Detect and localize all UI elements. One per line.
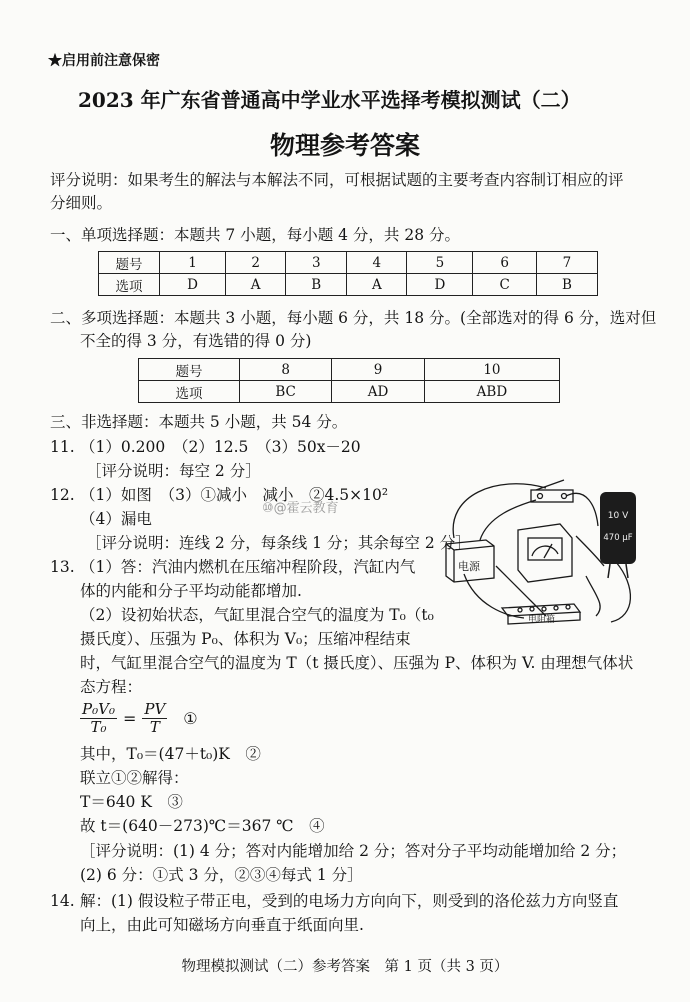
q11-answer: （1）0.200 （2）12.5 （3）50x－20 bbox=[80, 438, 361, 456]
q12-number: 12. bbox=[50, 486, 75, 504]
table-cell: C bbox=[473, 274, 536, 296]
q11-number: 11. bbox=[50, 438, 75, 456]
page-title: 物理参考答案 bbox=[269, 131, 420, 160]
table-cell: 1 bbox=[160, 252, 226, 274]
table-row bbox=[139, 359, 560, 381]
q13-p2-line3: 时，气缸里混合空气的温度为 T（t 摄氏度）、压强为 P、体积为 V. 由理想气体状 bbox=[80, 654, 634, 672]
eq1-equals: = bbox=[122, 709, 137, 728]
eq1-left-numerator: P₀V₀ bbox=[82, 700, 115, 718]
table-cell: A bbox=[347, 274, 407, 296]
capacitor-voltage: 10 V bbox=[607, 511, 629, 521]
q12-part4: （4）漏电 bbox=[80, 510, 152, 528]
q13-eq2: 其中，T₀＝(47＋t₀)K ② bbox=[80, 745, 261, 763]
multi-choice-answer-table bbox=[138, 358, 560, 403]
q13-p2-line2: 摄氏度）、压强为 P₀、体积为 V₀；压缩冲程结束 bbox=[80, 630, 411, 648]
confidential-notice: ★启用前注意保密 bbox=[48, 53, 160, 69]
page-footer: 物理模拟测试（二）参考答案 第 1 页（共 3 页） bbox=[181, 959, 509, 975]
eq1-left-denominator: T₀ bbox=[90, 718, 107, 736]
watermark: ⑩@霍云教育 bbox=[262, 501, 339, 516]
q13-p2-line4: 态方程： bbox=[80, 678, 143, 696]
eq1-right-denominator: T bbox=[149, 718, 160, 736]
q13-p1-line2: 体的内能和分子平均动能都增加. bbox=[80, 582, 302, 600]
table-cell: ABD bbox=[424, 381, 559, 403]
row-label-number: 题号 bbox=[139, 359, 240, 381]
table-cell: AD bbox=[332, 381, 425, 403]
table-row bbox=[99, 252, 598, 274]
q13-number: 13. bbox=[50, 558, 75, 576]
section2-heading-line2: 不全的得 3 分，有选错的得 0 分) bbox=[80, 332, 312, 350]
q13-eq4: 故 t＝(640－273)℃＝367 ℃ ④ bbox=[80, 817, 325, 835]
q14-line1: 解：(1) 假设粒子带正电，受到的电场力方向向下，则受到的洛伦兹力方向竖直 bbox=[80, 892, 619, 910]
row-label-number: 题号 bbox=[99, 252, 160, 274]
q11-note: ［评分说明：每空 2 分］ bbox=[86, 462, 261, 480]
q12-answer: （1）如图 （3）①减小 减小 ②4.5×10² bbox=[80, 486, 389, 504]
table-cell: 9 bbox=[332, 359, 425, 381]
q13-note-line2: (2) 6 分：①式 3 分，②③④每式 1 分］ bbox=[80, 866, 363, 884]
capacitor bbox=[600, 492, 636, 564]
table-cell: B bbox=[536, 274, 597, 296]
grading-note-line1: 评分说明：如果考生的解法与本解法不同，可根据试题的主要考查内容制订相应的评 bbox=[50, 171, 624, 189]
eq1-right-fraction bbox=[142, 701, 167, 736]
table-cell: D bbox=[407, 274, 473, 296]
row-label-answer: 选项 bbox=[139, 381, 240, 403]
section2-heading-line1: 二、多项选择题：本题共 3 小题，每小题 6 分，共 18 分。(全部选对的得 6 分，选对但 bbox=[50, 309, 657, 327]
table-cell: 8 bbox=[240, 359, 332, 381]
q13-eq3: T＝640 K ③ bbox=[80, 793, 183, 811]
q12-note: ［评分说明：连线 2 分，每条线 1 分；其余每空 2 分］ bbox=[86, 534, 471, 552]
table-cell: D bbox=[160, 274, 226, 296]
q13-combine: 联立①②解得： bbox=[80, 769, 189, 787]
table-cell: 3 bbox=[286, 252, 347, 274]
table-cell: 7 bbox=[536, 252, 597, 274]
table-row bbox=[139, 381, 560, 403]
table-cell: 10 bbox=[424, 359, 559, 381]
q13-p1-line1: （1）答：汽油内燃机在压缩冲程阶段，汽缸内气 bbox=[80, 558, 416, 576]
q13-p2-line1: （2）设初始状态，气缸里混合空气的温度为 T₀（t₀ bbox=[80, 606, 434, 624]
table-cell: 6 bbox=[473, 252, 536, 274]
q13-equation1 bbox=[80, 701, 198, 736]
table-cell: 4 bbox=[347, 252, 407, 274]
table-cell: BC bbox=[240, 381, 332, 403]
exam-title: 2023 年广东省普通高中学业水平选择考模拟测试（二） bbox=[78, 88, 581, 112]
eq1-right-numerator: PV bbox=[144, 700, 166, 718]
q14-line2: 向上，由此可知磁场方向垂直于纸面向里. bbox=[80, 916, 364, 934]
resistor-box-label: 电阻箱 bbox=[528, 615, 556, 625]
q14-number: 14. bbox=[50, 892, 75, 910]
grading-note-line2: 分细则。 bbox=[50, 194, 113, 212]
section3-heading: 三、非选择题：本题共 5 小题，共 54 分。 bbox=[50, 413, 348, 431]
battery-label: 电源 bbox=[458, 560, 480, 573]
table-cell: 2 bbox=[226, 252, 286, 274]
circuit-figure bbox=[436, 466, 650, 628]
table-row bbox=[99, 274, 598, 296]
table-cell: B bbox=[286, 274, 347, 296]
single-choice-answer-table bbox=[98, 251, 598, 296]
eq1-left-fraction bbox=[80, 701, 117, 736]
q13-note-line1: ［评分说明：(1) 4 分；答对内能增加给 2 分；答对分子平均动能增加给 2 分； bbox=[80, 842, 627, 860]
row-label-answer: 选项 bbox=[99, 274, 160, 296]
table-cell: 5 bbox=[407, 252, 473, 274]
table-cell: A bbox=[226, 274, 286, 296]
capacitor-capacitance: 470 μF bbox=[603, 533, 633, 543]
eq1-tag: ① bbox=[183, 709, 198, 728]
section1-heading: 一、单项选择题：本题共 7 小题，每小题 4 分，共 28 分。 bbox=[50, 226, 461, 244]
